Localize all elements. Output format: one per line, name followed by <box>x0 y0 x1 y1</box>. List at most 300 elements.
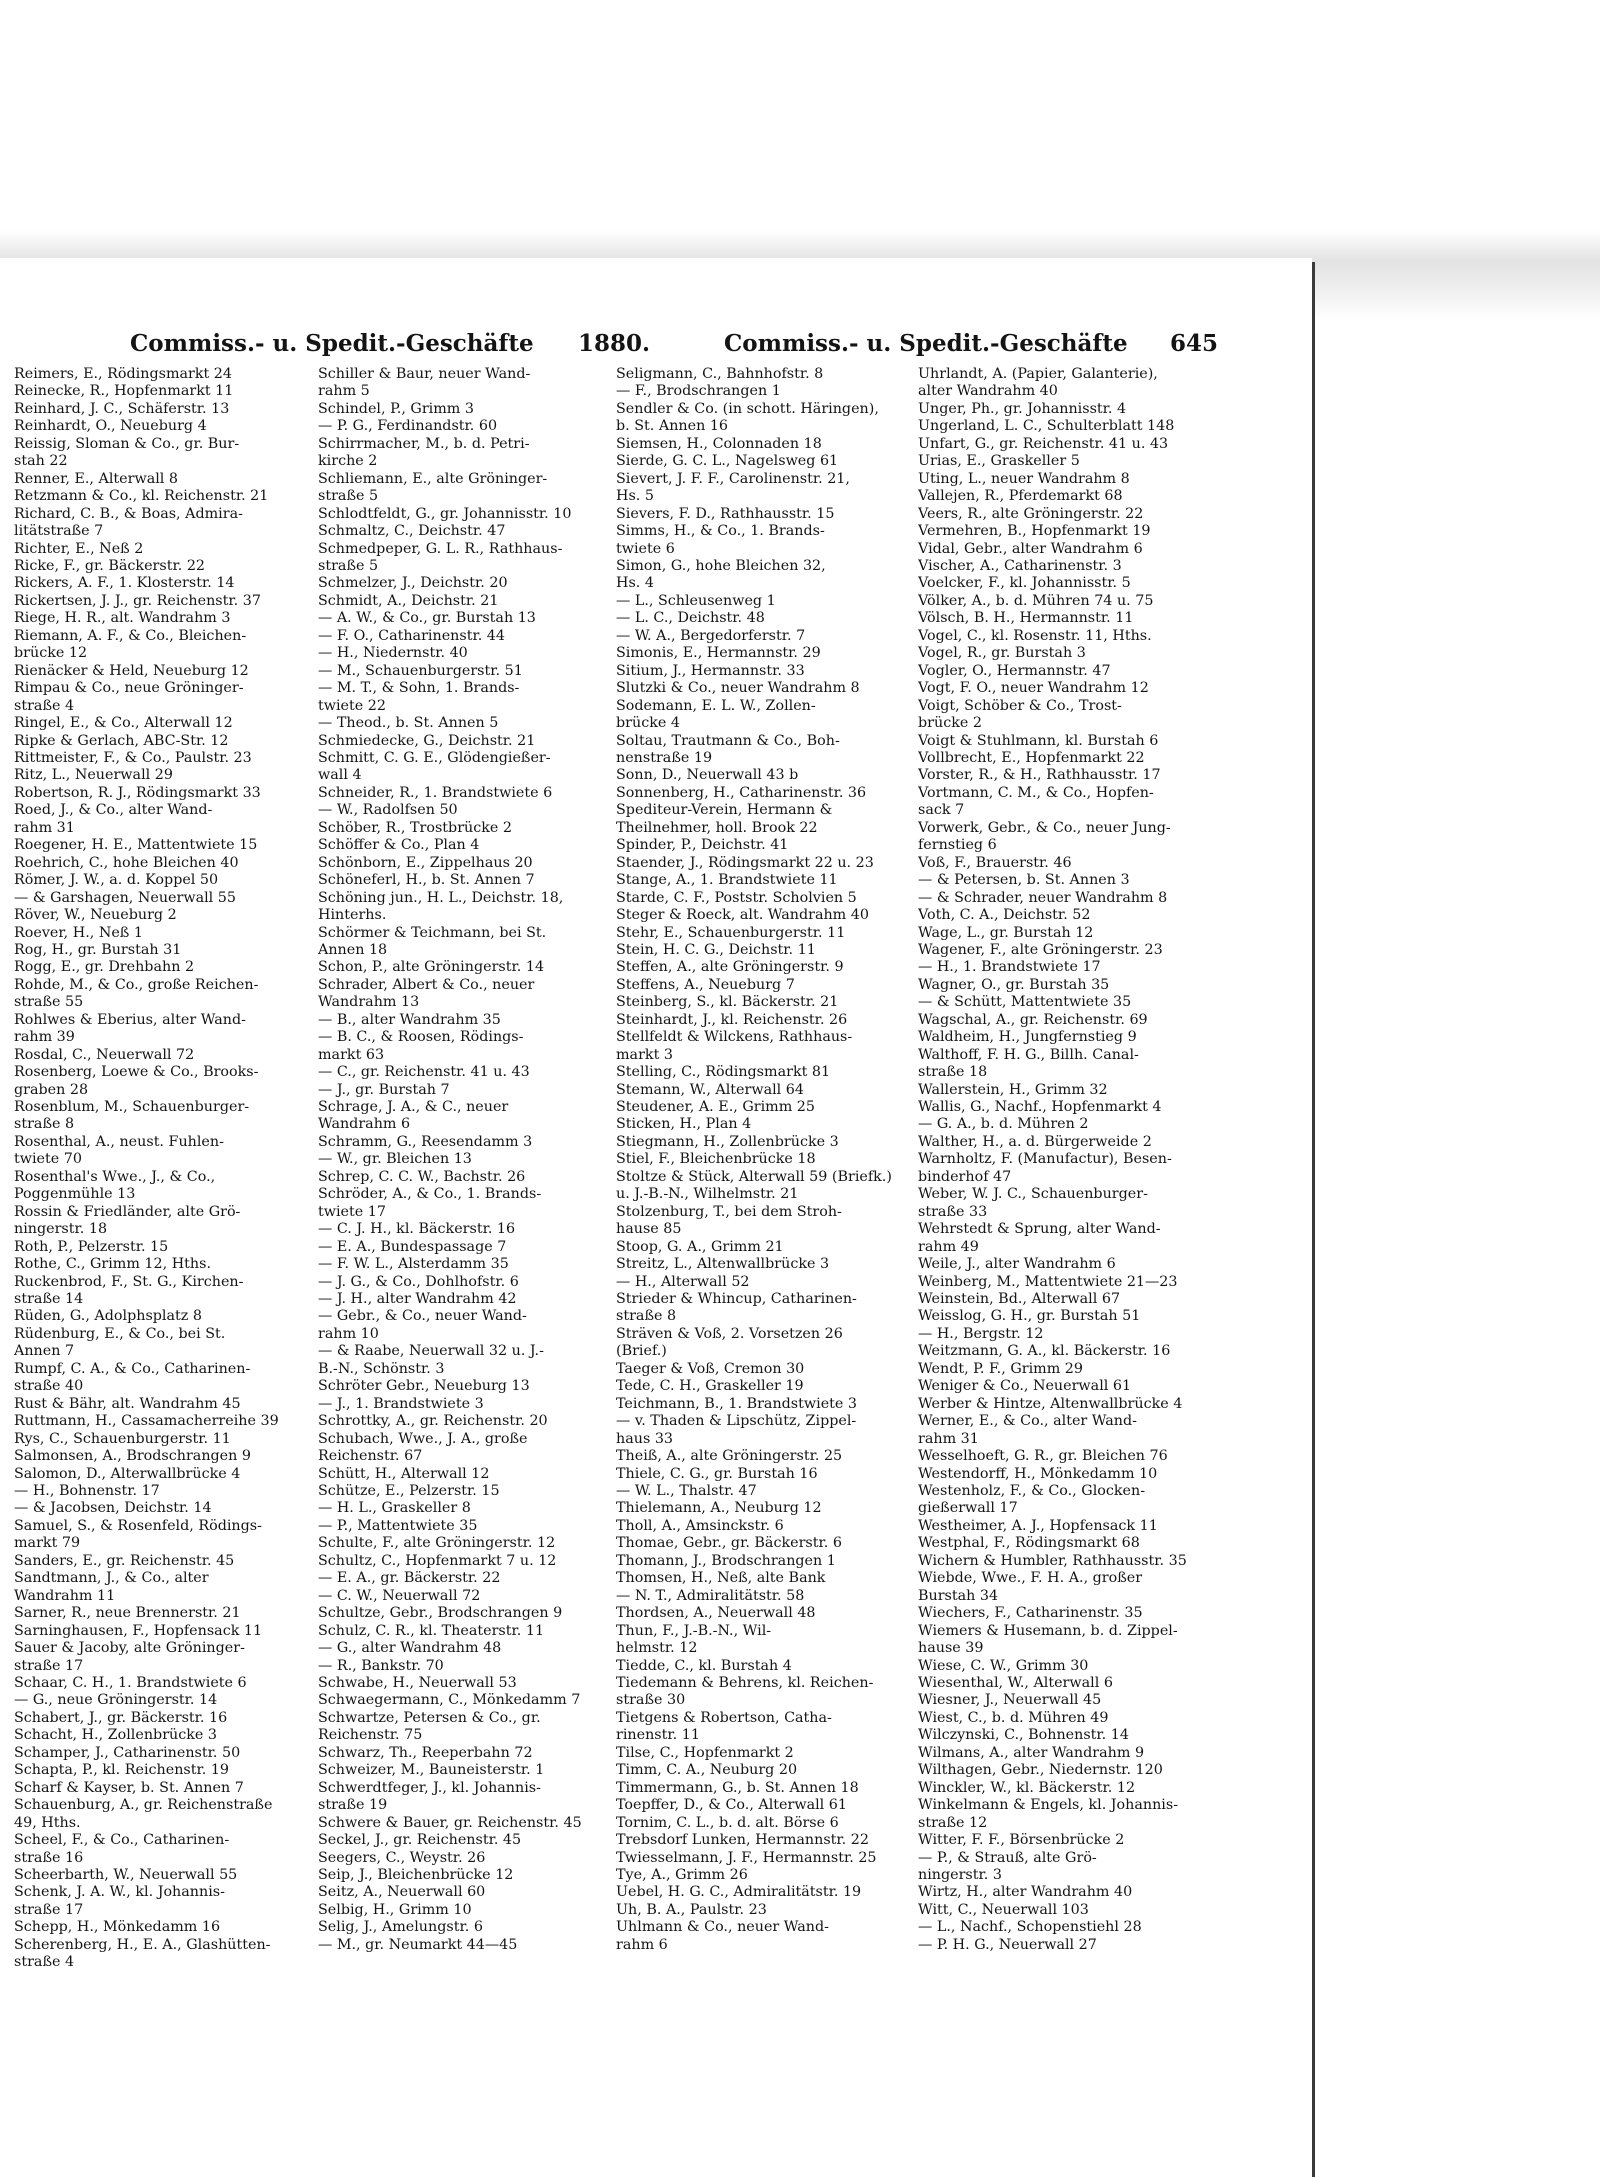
directory-entry: Walthoff, F. H. G., Billh. Canal- <box>918 1046 1139 1063</box>
directory-entry: Timm, C. A., Neuburg 20 <box>616 1762 798 1779</box>
directory-entry: Stehr, E., Schauenburgerstr. 11 <box>616 924 846 941</box>
directory-entry: Rumpf, C. A., & Co., Catharinen- <box>14 1360 251 1377</box>
directory-entry: Selbig, H., Grimm 10 <box>318 1901 472 1918</box>
directory-entry: — & Schütt, Mattentwiete 35 <box>918 994 1132 1011</box>
directory-entry: Schon, P., alte Gröningerstr. 14 <box>318 959 545 976</box>
directory-entry: straße 40 <box>14 1378 84 1395</box>
directory-entry: twiete 6 <box>616 540 675 557</box>
directory-entry: Stolzenburg, T., bei dem Stroh- <box>616 1203 842 1220</box>
directory-entry: Rosenthal's Wwe., J., & Co., <box>14 1168 216 1185</box>
directory-entry: Ricke, F., gr. Bäckerstr. 22 <box>14 557 206 574</box>
directory-entry: Seitz, A., Neuerwall 60 <box>318 1884 486 1901</box>
directory-entry: brücke 2 <box>918 715 982 732</box>
directory-entry: — L., Nachf., Schopenstiehl 28 <box>918 1919 1142 1936</box>
directory-entry: Uh, B. A., Paulstr. 23 <box>616 1901 767 1918</box>
directory-entry: Richter, E., Neß 2 <box>14 540 144 557</box>
directory-entry: — E. A., Bundespassage 7 <box>318 1238 507 1255</box>
directory-entry: Westenholz, F., & Co., Glocken- <box>918 1483 1146 1499</box>
directory-entry: Schmidt, A., Deichstr. 21 <box>318 592 499 609</box>
directory-entry: Wilczynski, C., Bohnenstr. 14 <box>918 1727 1129 1744</box>
directory-entry: Ripke & Gerlach, ABC-Str. 12 <box>14 732 229 749</box>
directory-entry: Rust & Bähr, alt. Wandrahm 45 <box>14 1395 241 1412</box>
directory-entry: Schindel, P., Grimm 3 <box>318 400 475 417</box>
directory-entry: rahm 5 <box>318 383 370 400</box>
directory-column-2 <box>318 366 618 1954</box>
directory-entry: Steffen, A., alte Gröningerstr. 9 <box>616 959 844 976</box>
directory-entry: Stiel, F., Bleichenbrücke 18 <box>616 1151 816 1168</box>
directory-entry: — Theod., b. St. Annen 5 <box>318 715 499 732</box>
directory-entry: straße 5 <box>318 557 379 574</box>
directory-entry: binderhof 47 <box>918 1168 1012 1185</box>
directory-entry: Schultz, C., Hopfenmarkt 7 u. 12 <box>318 1552 557 1569</box>
directory-entry: Seckel, J., gr. Reichenstr. 45 <box>318 1832 522 1849</box>
directory-entry: Weile, J., alter Wandrahm 6 <box>918 1256 1116 1273</box>
directory-entry: straße 14 <box>14 1291 84 1308</box>
directory-entry: Toepffer, D., & Co., Alterwall 61 <box>616 1797 847 1814</box>
directory-entry: Rothe, C., Grimm 12, Hths. <box>14 1256 212 1273</box>
directory-entry: Trebsdorf Lunken, Hermannstr. 22 <box>616 1832 869 1849</box>
directory-entry: straße 17 <box>14 1657 84 1674</box>
directory-entry: Voth, C. A., Deichstr. 52 <box>918 907 1091 924</box>
directory-entry: — H., Bergstr. 12 <box>918 1325 1044 1342</box>
directory-entry: Unfart, G., gr. Reichenstr. 41 u. 43 <box>918 435 1169 452</box>
directory-entry: (Brief.) <box>616 1343 667 1360</box>
directory-entry: ningerstr. 18 <box>14 1221 108 1238</box>
directory-entry: Wandrahm 13 <box>318 994 420 1011</box>
directory-entry: Sendler & Co. (in schott. Häringen), <box>616 400 879 417</box>
directory-entry: Roehrich, C., hohe Bleichen 40 <box>14 854 239 871</box>
directory-entry: Witt, C., Neuerwall 103 <box>918 1901 1089 1918</box>
directory-entry: Roed, J., & Co., alter Wand- <box>14 802 213 819</box>
directory-entry: Hinterhs. <box>318 907 387 924</box>
directory-entry: Staender, J., Rödingsmarkt 22 u. 23 <box>616 854 874 871</box>
directory-column-4 <box>918 366 1218 1954</box>
directory-entry: Thordsen, A., Neuerwall 48 <box>616 1605 816 1622</box>
directory-entry: Schneider, R., 1. Brandstwiete 6 <box>318 784 553 801</box>
directory-entry: Strieder & Whincup, Catharinen- <box>616 1291 857 1308</box>
directory-entry: straße 4 <box>14 1954 75 1971</box>
directory-entry: b. St. Annen 16 <box>616 418 729 435</box>
directory-entry: Soltau, Trautmann & Co., Boh- <box>616 732 840 749</box>
directory-entry: u. J.-B.-N., Wilhelmstr. 21 <box>616 1186 799 1203</box>
directory-entry: twiete 70 <box>14 1151 82 1168</box>
directory-entry: Veers, R., alte Gröningerstr. 22 <box>918 505 1144 522</box>
directory-entry: Weitzmann, G. A., kl. Bäckerstr. 16 <box>918 1343 1171 1360</box>
directory-entry: — B., alter Wandrahm 35 <box>318 1011 501 1028</box>
page-header <box>0 330 1312 366</box>
directory-entry: — J., 1. Brandstwiete 3 <box>318 1395 484 1412</box>
directory-entry: Tholl, A., Amsinckstr. 6 <box>616 1517 784 1534</box>
directory-entry: Schröter Gebr., Neueburg 13 <box>318 1378 530 1395</box>
directory-entry: Seip, J., Bleichenbrücke 12 <box>318 1866 514 1883</box>
directory-entry: Vogt, F. O., neuer Wandrahm 12 <box>918 680 1149 697</box>
directory-entry: Reinhard, J. C., Schäferstr. 13 <box>14 400 230 417</box>
directory-entry: Schütt, H., Alterwall 12 <box>318 1465 490 1482</box>
directory-entry: Twiesselmann, J. F., Hermannstr. 25 <box>616 1849 877 1866</box>
directory-entry: Wichern & Humbler, Rathhausstr. 35 <box>918 1552 1187 1569</box>
directory-entry: litätstraße 7 <box>14 523 104 540</box>
directory-entry: — W., gr. Bleichen 13 <box>318 1151 472 1168</box>
directory-entry: Vogler, O., Hermannstr. 47 <box>918 662 1111 679</box>
directory-entry: rahm 10 <box>318 1325 379 1342</box>
directory-entry: — G., alter Wandrahm 48 <box>318 1640 502 1657</box>
directory-entry: Schröder, A., & Co., 1. Brands- <box>318 1186 542 1203</box>
left-running-title: Commiss.- u. Spedit.-Geschäfte <box>130 330 534 357</box>
directory-entry: Sarninghausen, F., Hopfensack 11 <box>14 1622 263 1639</box>
directory-entry: Vermehren, B., Hopfenmarkt 19 <box>918 523 1151 540</box>
directory-entry: Taeger & Voß, Cremon 30 <box>616 1360 805 1377</box>
directory-entry: Ruckenbrod, F., St. G., Kirchen- <box>14 1273 244 1290</box>
directory-column-1 <box>14 366 314 1972</box>
directory-entry: Thun, F., J.-B.-N., Wil- <box>616 1622 772 1639</box>
directory-entry: Timmermann, G., b. St. Annen 18 <box>616 1779 859 1796</box>
directory-entry: Schönborn, E., Zippelhaus 20 <box>318 854 533 871</box>
directory-entry: Weniger & Co., Neuerwall 61 <box>918 1378 1132 1395</box>
directory-entry: Wallis, G., Nachf., Hopfenmarkt 4 <box>918 1099 1162 1116</box>
directory-entry: Völsch, B. H., Hermannstr. 11 <box>918 610 1134 627</box>
directory-entry: Stange, A., 1. Brandstwiete 11 <box>616 872 838 889</box>
directory-entry: Schwere & Bauer, gr. Reichenstr. 45 <box>318 1814 582 1831</box>
directory-entry: Salomon, D., Alterwallbrücke 4 <box>14 1465 241 1482</box>
directory-entry: Ruttmann, H., Cassamacherreihe 39 <box>14 1413 279 1430</box>
directory-entry: Schmedpeper, G. L. R., Rathhaus- <box>318 540 563 557</box>
directory-entry: Siemsen, H., Colonnaden 18 <box>616 435 822 452</box>
directory-entry: Steinberg, S., kl. Bäckerstr. 21 <box>616 994 839 1011</box>
directory-entry: Sanders, E., gr. Reichenstr. 45 <box>14 1552 235 1569</box>
directory-entry: Weisslog, G. H., gr. Burstah 51 <box>918 1308 1141 1325</box>
directory-entry: straße 12 <box>918 1814 988 1831</box>
directory-entry: Witter, F. F., Börsenbrücke 2 <box>918 1832 1125 1849</box>
directory-entry: Warnholtz, F. (Manufactur), Besen- <box>918 1151 1172 1168</box>
directory-entry: — H., Niedernstr. 40 <box>318 645 468 662</box>
directory-entry: haus 33 <box>616 1430 674 1447</box>
directory-entry: Schmaltz, C., Deichstr. 47 <box>318 523 506 540</box>
directory-entry: Simon, G., hohe Bleichen 32, <box>616 557 826 574</box>
directory-entry: — J., gr. Burstah 7 <box>318 1081 450 1098</box>
directory-entry: — H. L., Graskeller 8 <box>318 1500 471 1517</box>
directory-entry: Stellfeldt & Wilckens, Rathhaus- <box>616 1029 853 1046</box>
directory-entry: Voigt, Schöber & Co., Trost- <box>918 697 1122 714</box>
directory-entry: Schulz, C. R., kl. Theaterstr. 11 <box>318 1622 545 1639</box>
directory-entry: Schultze, Gebr., Brodschrangen 9 <box>318 1605 563 1622</box>
directory-entry: Weinberg, M., Mattentwiete 21—23 <box>918 1273 1178 1290</box>
directory-entry: — L., Schleusenweg 1 <box>616 592 776 609</box>
directory-entry: Rosdal, C., Neuerwall 72 <box>14 1046 195 1063</box>
directory-entry: Wiemers & Husemann, b. d. Zippel- <box>918 1622 1178 1639</box>
directory-entry: Weinstein, Bd., Alterwall 67 <box>918 1291 1121 1308</box>
directory-entry: Schöneferl, H., b. St. Annen 7 <box>318 872 535 889</box>
directory-entry: — J. H., alter Wandrahm 42 <box>318 1291 517 1308</box>
directory-entry: Vallejen, R., Pferdemarkt 68 <box>918 488 1123 505</box>
directory-entry: Rossin & Friedländer, alte Grö- <box>14 1203 241 1220</box>
directory-entry: Tilse, C., Hopfenmarkt 2 <box>616 1744 794 1761</box>
directory-entry: Sauer & Jacoby, alte Gröninger- <box>14 1640 245 1657</box>
directory-entry: — R., Bankstr. 70 <box>318 1657 444 1674</box>
directory-entry: — P. G., Ferdinandstr. 60 <box>318 418 498 435</box>
directory-entry: rinenstr. 11 <box>616 1727 700 1744</box>
directory-entry: straße 8 <box>14 1116 75 1133</box>
directory-entry: Hs. 4 <box>616 575 654 592</box>
directory-entry: Riemann, A. F., & Co., Bleichen- <box>14 627 247 644</box>
directory-entry: Scherenberg, H., E. A., Glashütten- <box>14 1936 271 1953</box>
directory-entry: Tornim, C. L., b. d. alt. Börse 6 <box>616 1814 839 1831</box>
directory-entry: Scharf & Kayser, b. St. Annen 7 <box>14 1779 244 1796</box>
page-number: 645 <box>1170 330 1219 357</box>
directory-entry: — Gebr., & Co., neuer Wand- <box>318 1308 527 1325</box>
directory-entry: Werner, E., & Co., alter Wand- <box>918 1413 1137 1430</box>
directory-entry: Römer, J. W., a. d. Koppel 50 <box>14 872 219 889</box>
directory-entry: Roever, H., Neß 1 <box>14 924 143 941</box>
directory-entry: 49, Hths. <box>14 1814 81 1831</box>
directory-entry: Wiesenthal, W., Alterwall 6 <box>918 1674 1113 1691</box>
directory-entry: Reichenstr. 75 <box>318 1727 423 1744</box>
directory-entry: rahm 31 <box>918 1430 979 1447</box>
directory-entry: Rüdenburg, E., & Co., bei St. <box>14 1325 226 1342</box>
directory-entry: Vollbrecht, E., Hopfenmarkt 22 <box>918 749 1145 766</box>
directory-entry: Salmonsen, A., Brodschrangen 9 <box>14 1448 251 1465</box>
directory-entry: stah 22 <box>14 453 68 470</box>
directory-entry: Rogg, E., gr. Drehbahn 2 <box>14 959 195 976</box>
directory-entry: Unger, Ph., gr. Johannisstr. 4 <box>918 400 1127 417</box>
directory-entry: Stiegmann, H., Zollenbrücke 3 <box>616 1133 839 1150</box>
directory-entry: Thomsen, H., Neß, alte Bank <box>616 1570 826 1587</box>
directory-entry: Schliemann, E., alte Gröninger- <box>318 470 548 487</box>
directory-entry: Slutzki & Co., neuer Wandrahm 8 <box>616 680 860 697</box>
directory-entry: Schwerdtfeger, J., kl. Johannis- <box>318 1779 541 1796</box>
directory-entry: Sodemann, E. L. W., Zollen- <box>616 697 816 714</box>
directory-entry: Schlodtfeldt, G., gr. Johannisstr. 10 <box>318 505 572 522</box>
directory-entry: Tiedde, C., kl. Burstah 4 <box>616 1657 792 1674</box>
directory-entry: Rosenthal, A., neust. Fuhlen- <box>14 1133 224 1150</box>
directory-entry: Tye, A., Grimm 26 <box>616 1866 748 1883</box>
directory-entry: Richard, C. B., & Boas, Admira- <box>14 505 243 522</box>
directory-entry: — J. G., & Co., Dohlhofstr. 6 <box>318 1273 519 1290</box>
directory-entry: Schmelzer, J., Deichstr. 20 <box>318 575 508 592</box>
directory-entry: Schwaegermann, C., Mönkedamm 7 <box>318 1692 581 1709</box>
directory-entry: Thomann, J., Brodschrangen 1 <box>616 1552 836 1569</box>
directory-entry: Schepp, H., Mönkedamm 16 <box>14 1919 221 1936</box>
directory-entry: Seligmann, C., Bahnhofstr. 8 <box>616 366 824 382</box>
directory-entry: straße 33 <box>918 1203 988 1220</box>
directory-entry: Rohde, M., & Co., große Reichen- <box>14 976 259 993</box>
directory-entry: Wagner, O., gr. Burstah 35 <box>918 976 1110 993</box>
directory-entry: twiete 22 <box>318 697 386 714</box>
directory-entry: Schubach, Wwe., J. A., große <box>318 1430 528 1447</box>
directory-entry: Theiß, A., alte Gröningerstr. 25 <box>616 1448 843 1465</box>
directory-entry: — M., Schauenburgerstr. 51 <box>318 662 523 679</box>
directory-entry: Roegener, H. E., Mattentwiete 15 <box>14 837 258 854</box>
directory-entry: Schweizer, M., Bauneisterstr. 1 <box>318 1762 545 1779</box>
directory-entry: Wesselhoeft, G. R., gr. Bleichen 76 <box>918 1448 1168 1465</box>
directory-entry: Simms, H., & Co., 1. Brands- <box>616 523 825 540</box>
directory-entry: kirche 2 <box>318 453 378 470</box>
directory-entry: Sticken, H., Plan 4 <box>616 1116 752 1133</box>
directory-entry: — P., Mattentwiete 35 <box>318 1517 478 1534</box>
directory-entry: straße 55 <box>14 994 84 1011</box>
directory-entry: Schöning jun., H. L., Deichstr. 18, <box>318 889 564 906</box>
directory-entry: Röver, W., Neueburg 2 <box>14 907 177 924</box>
directory-entry: — & Schrader, neuer Wandrahm 8 <box>918 889 1168 906</box>
directory-entry: Sträven & Voß, 2. Vorsetzen 26 <box>616 1325 843 1342</box>
directory-entry: Wallerstein, H., Grimm 32 <box>918 1081 1108 1098</box>
directory-entry: Wiest, C., b. d. Mühren 49 <box>918 1709 1109 1726</box>
directory-entry: Tede, C. H., Graskeller 19 <box>616 1378 804 1395</box>
directory-entry: — E. A., gr. Bäckerstr. 22 <box>318 1570 501 1587</box>
directory-entry: Rickers, A. F., 1. Klosterstr. 14 <box>14 575 235 592</box>
directory-entry: rahm 39 <box>14 1029 75 1046</box>
directory-entry: Voigt & Stuhlmann, kl. Burstah 6 <box>918 732 1159 749</box>
directory-entry: Wiebde, Wwe., F. H. A., großer <box>918 1570 1143 1587</box>
directory-entry: Schrader, Albert & Co., neuer <box>318 976 535 993</box>
directory-entry: — B. C., & Roosen, Rödings- <box>318 1029 524 1046</box>
directory-entry: Werber & Hintze, Altenwallbrücke 4 <box>918 1395 1183 1412</box>
directory-entry: hause 39 <box>918 1640 984 1657</box>
directory-entry: Schöber, R., Trostbrücke 2 <box>318 819 513 836</box>
directory-entry: — H., 1. Brandstwiete 17 <box>918 959 1101 976</box>
directory-entry: Burstah 34 <box>918 1587 999 1604</box>
directory-entry: Retzmann & Co., kl. Reichenstr. 21 <box>14 488 269 505</box>
directory-entry: Schwabe, H., Neuerwall 53 <box>318 1674 517 1691</box>
directory-entry: Annen 7 <box>14 1343 75 1360</box>
directory-entry: — W., Radolfsen 50 <box>318 802 458 819</box>
directory-entry: Steger & Roeck, alt. Wandrahm 40 <box>616 907 869 924</box>
directory-entry: Starde, C. F., Poststr. Scholvien 5 <box>616 889 857 906</box>
directory-entry: Vorwerk, Gebr., & Co., neuer Jung- <box>918 819 1171 836</box>
directory-entry: Wagschal, A., gr. Reichenstr. 69 <box>918 1011 1148 1028</box>
directory-entry: Stoop, G. A., Grimm 21 <box>616 1238 784 1255</box>
directory-entry: Uhlmann & Co., neuer Wand- <box>616 1919 829 1936</box>
directory-entry: Sievers, F. D., Rathhausstr. 15 <box>616 505 835 522</box>
directory-entry: straße 5 <box>318 488 379 505</box>
directory-entry: Rog, H., gr. Burstah 31 <box>14 941 182 958</box>
directory-entry: Vogel, C., kl. Rosenstr. 11, Hths. <box>918 627 1152 644</box>
directory-entry: Riege, H. R., alt. Wandrahm 3 <box>14 610 231 627</box>
directory-entry: Rosenberg, Loewe & Co., Brooks- <box>14 1064 259 1081</box>
directory-entry: Rohlwes & Eberius, alter Wand- <box>14 1011 246 1028</box>
directory-entry: Sitium, J., Hermannstr. 33 <box>616 662 805 679</box>
directory-entry: Steudener, A. E., Grimm 25 <box>616 1099 816 1116</box>
directory-entry: Westphal, F., Rödingsmarkt 68 <box>918 1535 1140 1552</box>
directory-entry: Rienäcker & Held, Neueburg 12 <box>14 662 249 679</box>
directory-entry: Wilmans, A., alter Wandrahm 9 <box>918 1744 1145 1761</box>
directory-entry: Stoltze & Stück, Alterwall 59 (Briefk.) <box>616 1168 892 1185</box>
directory-entry: — W. A., Bergedorferstr. 7 <box>616 627 806 644</box>
directory-entry: Thielemann, A., Neuburg 12 <box>616 1500 822 1517</box>
directory-entry: Roth, P., Pelzerstr. 15 <box>14 1238 169 1255</box>
directory-entry: Selig, J., Amelungstr. 6 <box>318 1919 483 1936</box>
directory-entry: Vidal, Gebr., alter Wandrahm 6 <box>918 540 1143 557</box>
directory-entry: gießerwall 17 <box>918 1500 1018 1517</box>
directory-entry: Reissig, Sloman & Co., gr. Bur- <box>14 435 240 452</box>
directory-entry: — F. W. L., Alsterdamm 35 <box>318 1256 509 1273</box>
directory-entry: straße 30 <box>616 1692 686 1709</box>
directory-entry: straße 8 <box>616 1308 677 1325</box>
directory-entry: Westendorff, H., Mönkedamm 10 <box>918 1465 1158 1482</box>
directory-entry: Winkelmann & Engels, kl. Johannis- <box>918 1797 1179 1814</box>
directory-entry: Sonn, D., Neuerwall 43 b <box>616 767 799 784</box>
directory-entry: Schenk, J. A. W., kl. Johannis- <box>14 1884 225 1901</box>
directory-entry: Voß, F., Brauerstr. 46 <box>918 854 1072 871</box>
directory-entry: Tiedemann & Behrens, kl. Reichen- <box>616 1674 874 1691</box>
directory-entry: Streitz, L., Altenwallbrücke 3 <box>616 1256 830 1273</box>
directory-entry: Schamper, J., Catharinenstr. 50 <box>14 1744 241 1761</box>
directory-entry: — P. H. G., Neuerwall 27 <box>918 1936 1097 1953</box>
directory-entry: Theilnehmer, holl. Brook 22 <box>616 819 818 836</box>
directory-entry: hause 85 <box>616 1221 682 1238</box>
directory-entry: Wendt, P. F., Grimm 29 <box>918 1360 1083 1377</box>
directory-entry: — H., Bohnenstr. 17 <box>14 1483 160 1499</box>
directory-entry: Schapta, P., kl. Reichenstr. 19 <box>14 1762 230 1779</box>
directory-entry: rahm 49 <box>918 1238 979 1255</box>
directory-entry: Waldheim, H., Jungfernstieg 9 <box>918 1029 1137 1046</box>
directory-entry: Schacht, H., Zollenbrücke 3 <box>14 1727 218 1744</box>
directory-entry: Robertson, R. J., Rödingsmarkt 33 <box>14 784 261 801</box>
directory-entry: Schmiedecke, G., Deichstr. 21 <box>318 732 536 749</box>
directory-entry: Schwarz, Th., Reeperbahn 72 <box>318 1744 533 1761</box>
directory-entry: straße 4 <box>14 697 75 714</box>
directory-entry: straße 16 <box>14 1849 84 1866</box>
directory-entry: — & Jacobsen, Deichstr. 14 <box>14 1500 212 1517</box>
directory-entry: markt 63 <box>318 1046 385 1063</box>
directory-entry: Reichenstr. 67 <box>318 1448 423 1465</box>
directory-entry: — A. W., & Co., gr. Burstah 13 <box>318 610 536 627</box>
directory-entry: Völker, A., b. d. Mühren 74 u. 75 <box>918 592 1154 609</box>
directory-entry: Schauenburg, A., gr. Reichenstraße <box>14 1797 273 1814</box>
directory-entry: wall 4 <box>318 767 362 784</box>
directory-entry: Stein, H. C. G., Deichstr. 11 <box>616 941 816 958</box>
directory-entry: nenstraße 19 <box>616 749 713 766</box>
directory-entry: Ringel, E., & Co., Alterwall 12 <box>14 715 233 732</box>
directory-entry: Westheimer, A. J., Hopfensack 11 <box>918 1517 1158 1534</box>
directory-entry: Rickertsen, J. J., gr. Reichenstr. 37 <box>14 592 261 609</box>
directory-entry: straße 19 <box>318 1797 388 1814</box>
directory-entry: fernstieg 6 <box>918 837 997 854</box>
directory-entry: straße 18 <box>918 1064 988 1081</box>
directory-entry: — F. O., Catharinenstr. 44 <box>318 627 505 644</box>
directory-entry: — H., Alterwall 52 <box>616 1273 750 1290</box>
directory-entry: Wilthagen, Gebr., Niedernstr. 120 <box>918 1762 1163 1779</box>
directory-entry: — M., gr. Neumarkt 44—45 <box>318 1936 518 1953</box>
directory-entry: Samuel, S., & Rosenfeld, Rödings- <box>14 1517 262 1534</box>
directory-entry: Stelling, C., Rödingsmarkt 81 <box>616 1064 831 1081</box>
directory-entry: — & Raabe, Neuerwall 32 u. J.- <box>318 1343 544 1360</box>
directory-entry: Seegers, C., Weystr. 26 <box>318 1849 486 1866</box>
directory-entry: Schrage, J. A., & C., neuer <box>318 1099 509 1116</box>
directory-entry: Reinhardt, O., Neueburg 4 <box>14 418 207 435</box>
directory-entry: twiete 17 <box>318 1203 386 1220</box>
directory-entry: graben 28 <box>14 1081 89 1098</box>
directory-entry: Rys, C., Schauenburgerstr. 11 <box>14 1430 231 1447</box>
directory-entry: — v. Thaden & Lipschütz, Zippel- <box>616 1413 857 1430</box>
directory-entry: Teichmann, B., 1. Brandstwiete 3 <box>616 1395 858 1412</box>
directory-entry: Schwartze, Petersen & Co., gr. <box>318 1709 541 1726</box>
directory-page <box>0 258 1312 2177</box>
directory-entry: Schiller & Baur, neuer Wand- <box>318 366 531 382</box>
directory-entry: helmstr. 12 <box>616 1640 698 1657</box>
directory-entry: — & Garshagen, Neuerwall 55 <box>14 889 236 906</box>
directory-entry: Wiesner, J., Neuerwall 45 <box>918 1692 1102 1709</box>
directory-entry: Reinecke, R., Hopfenmarkt 11 <box>14 383 234 400</box>
directory-entry: Schrep, C. C. W., Bachstr. 26 <box>318 1168 526 1185</box>
directory-entry: brücke 12 <box>14 645 88 662</box>
page-edge <box>1312 262 1315 2177</box>
directory-entry: Wiechers, F., Catharinenstr. 35 <box>918 1605 1143 1622</box>
directory-entry: Renner, E., Alterwall 8 <box>14 470 179 487</box>
directory-entry: Reimers, E., Rödingsmarkt 24 <box>14 366 232 382</box>
directory-entry: rahm 6 <box>616 1936 668 1953</box>
directory-entry: Scheerbarth, W., Neuerwall 55 <box>14 1866 238 1883</box>
directory-entry: Tietgens & Robertson, Catha- <box>616 1709 832 1726</box>
